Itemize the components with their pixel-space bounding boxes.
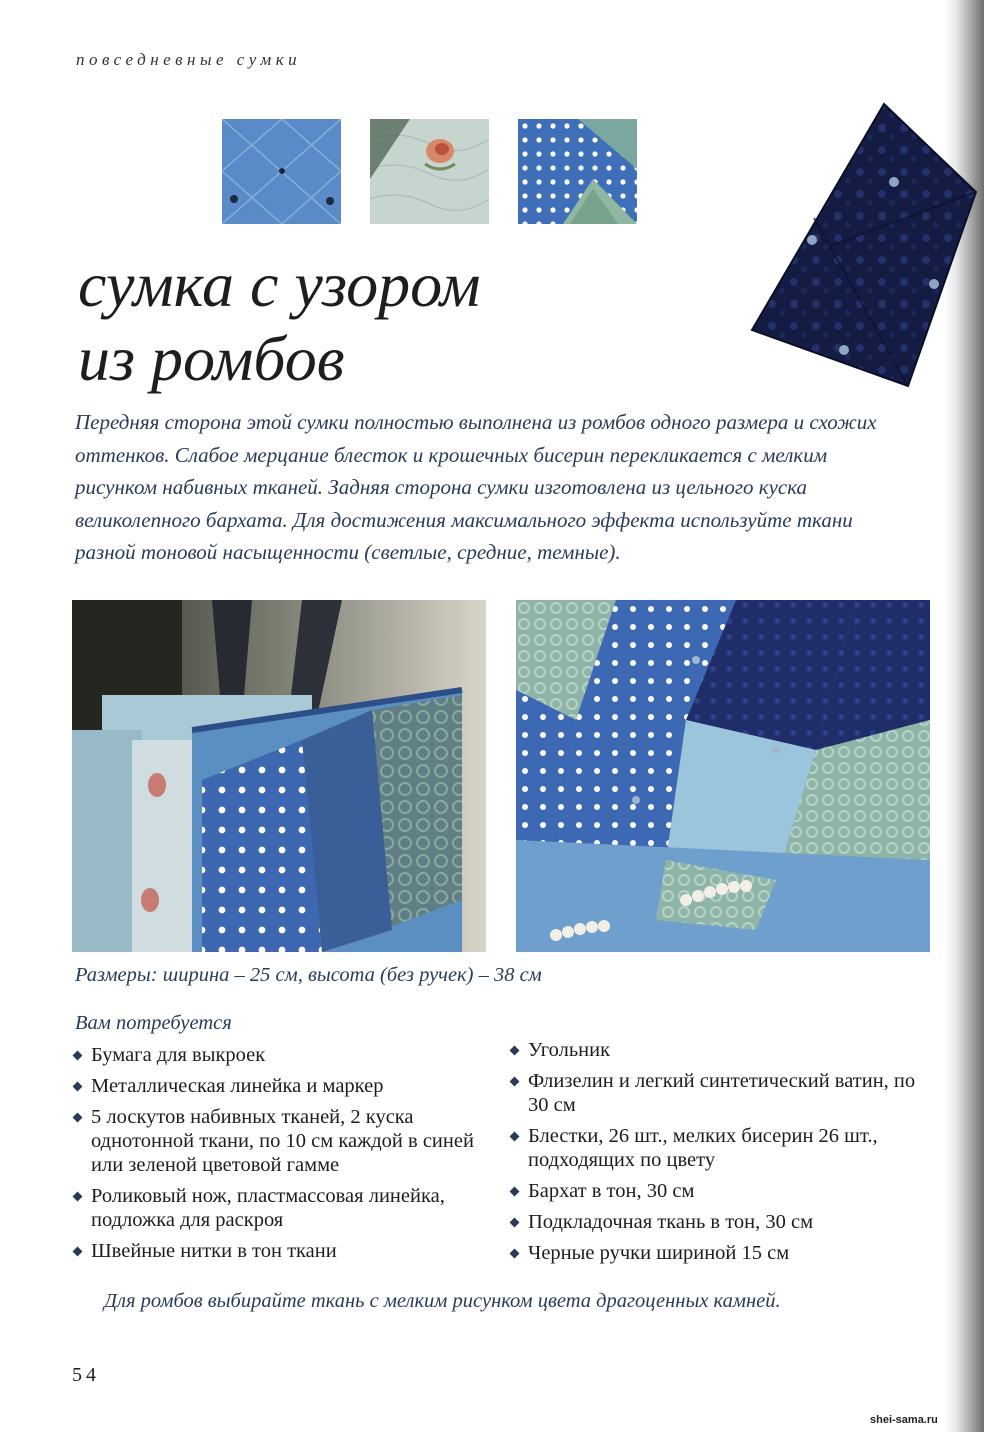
list-item-text: Бумага для выкроек [91,1044,266,1066]
diamond-bullet-icon [73,1113,83,1123]
diamond-bullet-icon [510,1249,520,1259]
list-item-text: Роликовый нож, пластмассовая линейка, подложка для раскроя [91,1185,445,1231]
list-item [510,1069,930,1117]
page-title [78,248,480,396]
list-item-text: Черные ручки шириной 15 см [528,1242,790,1264]
list-item-text: Блестки, 26 шт., мелких бисерин 26 шт., подходящих по цвету [528,1125,878,1171]
watermark: shei-sama.ru [870,1414,938,1426]
diamond-bullet-icon [73,1192,83,1202]
tip-text: Для ромбов выбирайте ткань с мелким рисунком цвета драгоценных камней. [104,1290,781,1312]
diamond-bullet-icon [73,1051,83,1061]
bag-photo-handle [72,600,486,952]
list-item-text: 5 лоскутов набивных тканей, 2 куска однотонной ткани, по 10 см каждой в синей или зеленой цветовой гамме [91,1106,474,1176]
list-item-text: Бархат в тон, 30 см [528,1180,695,1202]
list-item-text: Подкладочная ткань в тон, 30 см [528,1211,814,1233]
list-item [73,1239,493,1263]
diamond-bullet-icon [73,1247,83,1257]
page-number: 54 [72,1364,100,1386]
diamond-bullet-icon [510,1077,520,1087]
list-item-text: Металлическая линейка и маркер [91,1075,384,1097]
diamond-bullet-icon [510,1132,520,1142]
bag-photo-closeup [516,600,930,952]
materials-list-right [510,1038,930,1272]
materials-heading: Вам потребуется [75,1012,232,1034]
diamond-bullet-icon [510,1046,520,1056]
materials-list-left [73,1043,493,1270]
list-item [510,1210,930,1234]
diamond-patch-photo [744,100,980,390]
list-item [510,1124,930,1172]
list-item-text: Угольник [528,1039,611,1061]
intro-paragraph: Передняя сторона этой сумки полностью выполнена из ромбов одного размера и схожих оттенков. Слабое мерцание блесток и крошечных бисерин перекликается с мелким рисунком набивных тканей. Задняя сторона сумки изготовлена из цельного куска великолепного бархата. Для достижения максимального эффекта используйте ткани разной тоновой насыщенности (светлые, средние, темные). [75,410,877,564]
list-item-text: Швейные нитки в тон ткани [91,1240,337,1262]
list-item [510,1241,930,1265]
fabric-swatch-floral [370,119,489,224]
list-item [510,1038,930,1062]
list-item-text: Флизелин и легкий синтетический ватин, по 30 см [528,1070,916,1116]
list-item [73,1074,493,1098]
list-item [510,1179,930,1203]
diamond-bullet-icon [510,1218,520,1228]
diamond-bullet-icon [73,1082,83,1092]
page-title-line-1: сумка с узором [78,249,481,320]
diamond-bullet-icon [510,1187,520,1197]
list-item [73,1043,493,1067]
size-caption: Размеры: ширина – 25 см, высота (без ручек) – 38 см [75,964,542,986]
list-item [73,1105,493,1177]
page-title-line-2: из ромбов [78,323,345,394]
list-item [73,1184,493,1232]
fabric-swatch-polka-dot [518,119,637,224]
section-label: повседневные сумки [76,50,302,69]
fabric-swatch-quilted-blue [222,119,341,224]
